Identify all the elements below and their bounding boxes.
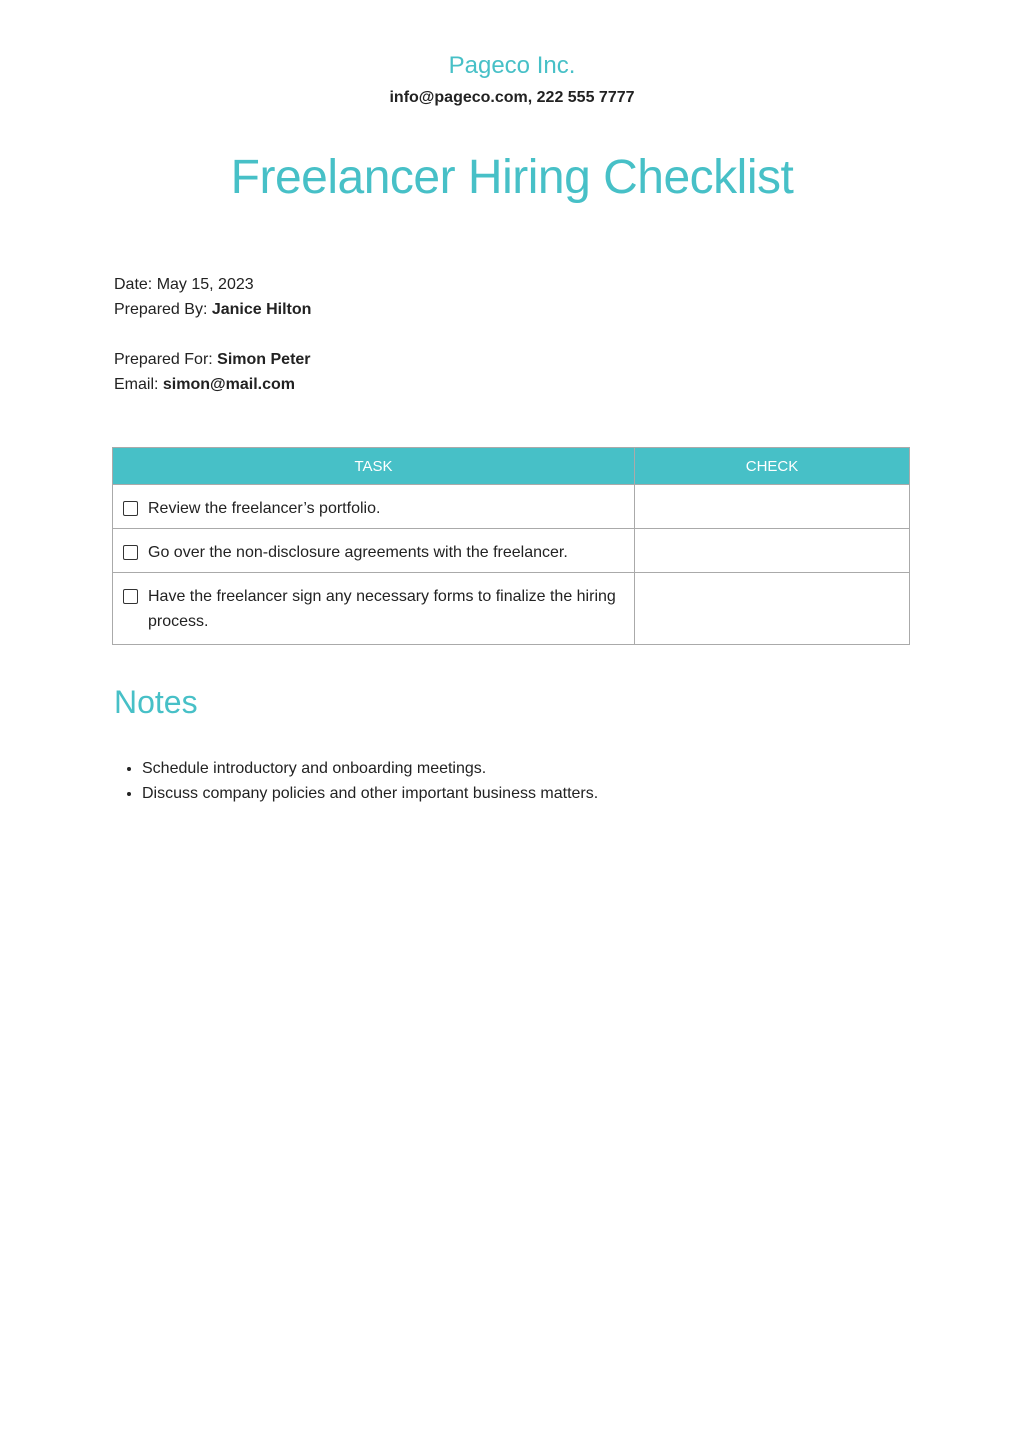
prepared-for-value: Simon Peter	[217, 351, 311, 368]
table-header-row	[113, 448, 910, 485]
notes-list	[114, 756, 598, 806]
task-cell	[113, 485, 635, 529]
column-header-check: CHECK	[635, 448, 910, 485]
table-row	[113, 485, 910, 529]
task-text: Review the freelancer’s portfolio.	[148, 500, 381, 517]
task-checkbox[interactable]	[123, 501, 138, 516]
document-title: Freelancer Hiring Checklist	[230, 151, 794, 204]
meta-prepared-by	[114, 297, 311, 322]
meta-prepared-for	[114, 347, 311, 372]
company-name: Pageco Inc.	[448, 52, 576, 79]
email-label: Email:	[114, 376, 163, 393]
meta-email	[114, 372, 295, 397]
list-item: • Schedule introductory and onboarding meetings.	[142, 756, 598, 781]
meta-date	[114, 272, 254, 297]
date-value: May 15, 2023	[156, 276, 254, 293]
checklist-table	[112, 447, 910, 645]
prepared-by-value: Janice Hilton	[211, 301, 312, 318]
company-contact: info@pageco.com, 222 555 7777	[389, 89, 635, 106]
check-cell	[635, 573, 910, 645]
task-cell	[113, 529, 635, 573]
email-value: simon@mail.com	[162, 376, 295, 393]
table-row	[113, 573, 910, 645]
list-item: • Discuss company policies and other important business matters.	[142, 781, 598, 806]
prepared-by-label: Prepared By:	[114, 301, 212, 318]
task-checkbox[interactable]	[123, 545, 138, 560]
check-cell	[635, 529, 910, 573]
task-checkbox[interactable]	[123, 589, 138, 604]
check-cell	[635, 485, 910, 529]
table-row	[113, 529, 910, 573]
task-text: Have the freelancer sign any necessary forms to finalize the hiring process.	[148, 588, 616, 630]
column-header-task: TASK	[113, 448, 635, 485]
task-cell	[113, 573, 635, 645]
prepared-for-label: Prepared For:	[114, 351, 218, 368]
task-text: Go over the non-disclosure agreements with the freelancer.	[148, 544, 568, 561]
date-label: Date:	[114, 276, 157, 293]
notes-heading: Notes	[114, 684, 198, 720]
